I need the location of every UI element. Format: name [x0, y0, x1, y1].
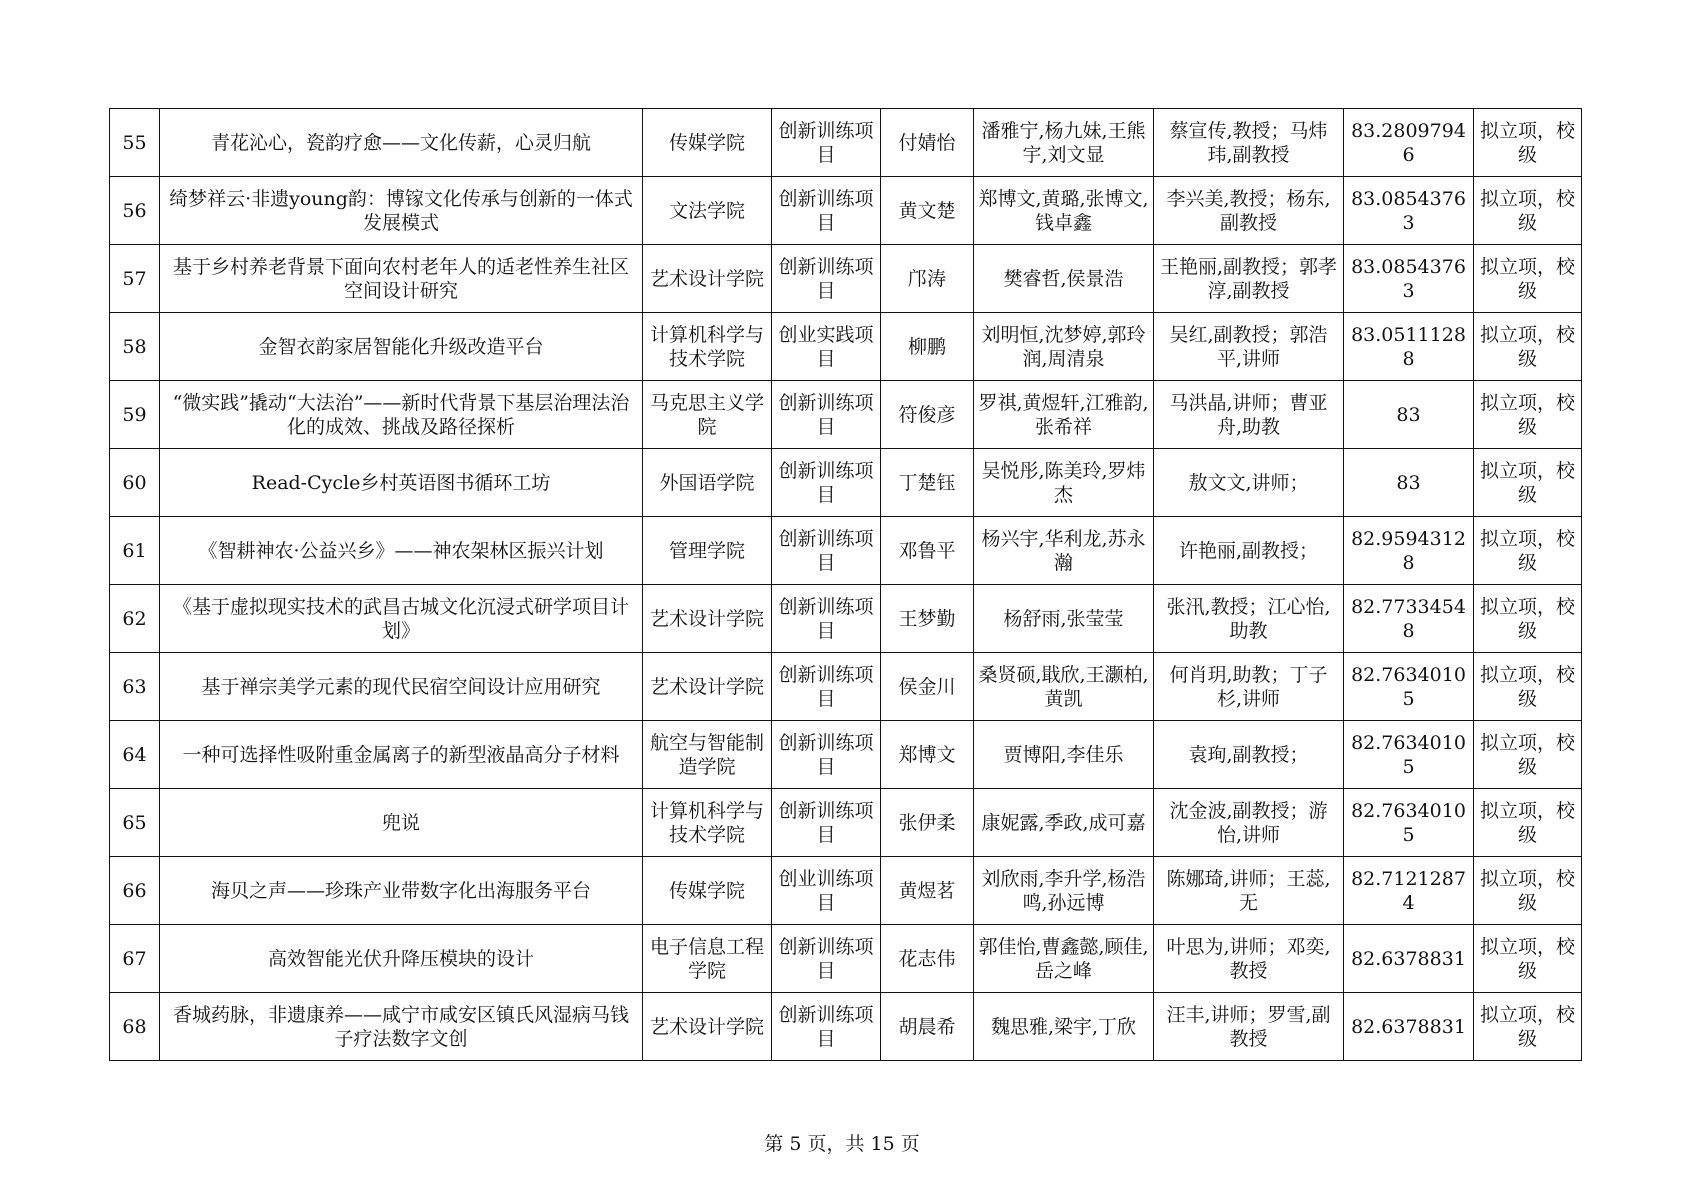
table-row [110, 857, 1582, 925]
table-row [110, 585, 1582, 653]
college-cell: 艺术设计学院 [643, 245, 772, 313]
members-cell: 杨兴宇,华利龙,苏永瀚 [974, 517, 1154, 585]
advisor-cell: 汪丰,讲师；罗雪,副教授 [1154, 993, 1344, 1061]
leader-cell: 丁楚钰 [881, 449, 974, 517]
members-cell: 罗祺,黄煜轩,江雅韵,张希祥 [974, 381, 1154, 449]
college-cell: 文法学院 [643, 177, 772, 245]
leader-cell: 黄文楚 [881, 177, 974, 245]
project-type-cell: 创业实践项目 [772, 313, 881, 381]
score-cell: 82.77334548 [1344, 585, 1474, 653]
status-cell: 拟立项，校级 [1474, 925, 1582, 993]
leader-cell: 付婧怡 [881, 109, 974, 177]
members-cell: 郑博文,黄璐,张博文,钱卓鑫 [974, 177, 1154, 245]
college-cell: 艺术设计学院 [643, 585, 772, 653]
leader-cell: 黄煜茗 [881, 857, 974, 925]
college-cell: 艺术设计学院 [643, 653, 772, 721]
project-type-cell: 创新训练项目 [772, 449, 881, 517]
college-cell: 管理学院 [643, 517, 772, 585]
status-cell: 拟立项，校级 [1474, 245, 1582, 313]
leader-cell: 花志伟 [881, 925, 974, 993]
score-cell: 83.08543763 [1344, 177, 1474, 245]
table-row [110, 653, 1582, 721]
status-cell: 拟立项，校级 [1474, 517, 1582, 585]
leader-cell: 符俊彦 [881, 381, 974, 449]
advisor-cell: 陈娜琦,讲师；王蕊,无 [1154, 857, 1344, 925]
advisor-cell: 李兴美,教授；杨东,副教授 [1154, 177, 1344, 245]
advisor-cell: 蔡宣传,教授；马炜玮,副教授 [1154, 109, 1344, 177]
row-number-cell: 65 [110, 789, 160, 857]
row-number-cell: 59 [110, 381, 160, 449]
college-cell: 计算机科学与技术学院 [643, 313, 772, 381]
college-cell: 马克思主义学院 [643, 381, 772, 449]
advisor-cell: 叶思为,讲师；邓奕,教授 [1154, 925, 1344, 993]
score-cell: 82.6378831 [1344, 925, 1474, 993]
members-cell: 潘雅宁,杨九妹,王熊宇,刘文显 [974, 109, 1154, 177]
project-name-cell: 基于乡村养老背景下面向农村老年人的适老性养生社区空间设计研究 [160, 245, 643, 313]
members-cell: 康妮露,季政,成可嘉 [974, 789, 1154, 857]
status-cell: 拟立项，校级 [1474, 789, 1582, 857]
project-type-cell: 创新训练项目 [772, 381, 881, 449]
members-cell: 刘欣雨,李升学,杨浩鸣,孙远博 [974, 857, 1154, 925]
leader-cell: 侯金川 [881, 653, 974, 721]
project-name-cell: 《基于虚拟现实技术的武昌古城文化沉浸式研学项目计划》 [160, 585, 643, 653]
advisor-cell: 许艳丽,副教授； [1154, 517, 1344, 585]
score-cell: 83 [1344, 381, 1474, 449]
advisor-cell: 王艳丽,副教授；郭孝淳,副教授 [1154, 245, 1344, 313]
project-name-cell: 金智衣韵家居智能化升级改造平台 [160, 313, 643, 381]
project-name-cell: “微实践”撬动“大法治”——新时代背景下基层治理法治化的成效、挑战及路径探析 [160, 381, 643, 449]
members-cell: 樊睿哲,侯景浩 [974, 245, 1154, 313]
advisor-cell: 张汛,教授；江心怡,助教 [1154, 585, 1344, 653]
members-cell: 刘明恒,沈梦婷,郭玲润,周清泉 [974, 313, 1154, 381]
score-cell: 83.28097946 [1344, 109, 1474, 177]
status-cell: 拟立项，校级 [1474, 993, 1582, 1061]
members-cell: 吴悦彤,陈美玲,罗炜杰 [974, 449, 1154, 517]
project-name-cell: 《智耕神农·公益兴乡》——神农架林区振兴计划 [160, 517, 643, 585]
college-cell: 传媒学院 [643, 857, 772, 925]
project-name-cell: 兜说 [160, 789, 643, 857]
college-cell: 传媒学院 [643, 109, 772, 177]
row-number-cell: 67 [110, 925, 160, 993]
score-cell: 82.6378831 [1344, 993, 1474, 1061]
project-name-cell: 高效智能光伏升降压模块的设计 [160, 925, 643, 993]
score-cell: 83.05111288 [1344, 313, 1474, 381]
members-cell: 杨舒雨,张莹莹 [974, 585, 1154, 653]
table-row [110, 449, 1582, 517]
project-name-cell: 基于禅宗美学元素的现代民宿空间设计应用研究 [160, 653, 643, 721]
project-type-cell: 创新训练项目 [772, 925, 881, 993]
project-name-cell: 海贝之声——珍珠产业带数字化出海服务平台 [160, 857, 643, 925]
row-number-cell: 66 [110, 857, 160, 925]
leader-cell: 张伊柔 [881, 789, 974, 857]
row-number-cell: 63 [110, 653, 160, 721]
row-number-cell: 64 [110, 721, 160, 789]
college-cell: 计算机科学与技术学院 [643, 789, 772, 857]
project-name-cell: 一种可选择性吸附重金属离子的新型液晶高分子材料 [160, 721, 643, 789]
project-type-cell: 创新训练项目 [772, 585, 881, 653]
project-type-cell: 创新训练项目 [772, 517, 881, 585]
project-type-cell: 创新训练项目 [772, 721, 881, 789]
table-row [110, 789, 1582, 857]
table-row [110, 721, 1582, 789]
leader-cell: 王梦勤 [881, 585, 974, 653]
row-number-cell: 62 [110, 585, 160, 653]
college-cell: 电子信息工程学院 [643, 925, 772, 993]
status-cell: 拟立项，校级 [1474, 177, 1582, 245]
members-cell: 郭佳怡,曹鑫懿,顾佳,岳之峰 [974, 925, 1154, 993]
row-number-cell: 56 [110, 177, 160, 245]
project-type-cell: 创新训练项目 [772, 109, 881, 177]
college-cell: 外国语学院 [643, 449, 772, 517]
college-cell: 艺术设计学院 [643, 993, 772, 1061]
row-number-cell: 55 [110, 109, 160, 177]
project-type-cell: 创新训练项目 [772, 789, 881, 857]
members-cell: 贾博阳,李佳乐 [974, 721, 1154, 789]
score-cell: 82.71212874 [1344, 857, 1474, 925]
row-number-cell: 61 [110, 517, 160, 585]
project-name-cell: 香城药脉，非遗康养——咸宁市咸安区镇氏风湿病马钱子疗法数字文创 [160, 993, 643, 1061]
status-cell: 拟立项，校级 [1474, 653, 1582, 721]
leader-cell: 胡晨希 [881, 993, 974, 1061]
project-type-cell: 创新训练项目 [772, 245, 881, 313]
status-cell: 拟立项，校级 [1474, 449, 1582, 517]
project-name-cell: 青花沁心，瓷韵疗愈——文化传薪，心灵归航 [160, 109, 643, 177]
advisor-cell: 何肖玥,助教；丁子杉,讲师 [1154, 653, 1344, 721]
score-cell: 82.76340105 [1344, 653, 1474, 721]
score-cell: 82.95943128 [1344, 517, 1474, 585]
leader-cell: 郑博文 [881, 721, 974, 789]
project-type-cell: 创新训练项目 [772, 993, 881, 1061]
table-row [110, 925, 1582, 993]
advisor-cell: 沈金波,副教授；游怡,讲师 [1154, 789, 1344, 857]
advisor-cell: 袁珣,副教授； [1154, 721, 1344, 789]
status-cell: 拟立项，校级 [1474, 721, 1582, 789]
row-number-cell: 68 [110, 993, 160, 1061]
table-row [110, 313, 1582, 381]
row-number-cell: 58 [110, 313, 160, 381]
project-type-cell: 创业训练项目 [772, 857, 881, 925]
row-number-cell: 60 [110, 449, 160, 517]
members-cell: 桑贤硕,戢欣,王灏柏,黄凯 [974, 653, 1154, 721]
project-type-cell: 创新训练项目 [772, 177, 881, 245]
table-row [110, 109, 1582, 177]
page-footer: 第 5 页，共 15 页 [764, 1133, 920, 1155]
score-cell: 83.08543763 [1344, 245, 1474, 313]
table-body [110, 109, 1582, 1061]
leader-cell: 邓鲁平 [881, 517, 974, 585]
college-cell: 航空与智能制造学院 [643, 721, 772, 789]
table-row [110, 381, 1582, 449]
status-cell: 拟立项，校级 [1474, 381, 1582, 449]
table-row [110, 517, 1582, 585]
row-number-cell: 57 [110, 245, 160, 313]
leader-cell: 柳鹏 [881, 313, 974, 381]
status-cell: 拟立项，校级 [1474, 585, 1582, 653]
status-cell: 拟立项，校级 [1474, 313, 1582, 381]
members-cell: 魏思雅,梁宇,丁欣 [974, 993, 1154, 1061]
status-cell: 拟立项，校级 [1474, 857, 1582, 925]
score-cell: 82.76340105 [1344, 721, 1474, 789]
score-cell: 83 [1344, 449, 1474, 517]
leader-cell: 邝涛 [881, 245, 974, 313]
table-row [110, 177, 1582, 245]
advisor-cell: 吴红,副教授；郭浩平,讲师 [1154, 313, 1344, 381]
status-cell: 拟立项，校级 [1474, 109, 1582, 177]
project-name-cell: Read-Cycle乡村英语图书循环工坊 [160, 449, 643, 517]
advisor-cell: 敖文文,讲师； [1154, 449, 1344, 517]
table-row [110, 993, 1582, 1061]
table-row [110, 245, 1582, 313]
project-name-cell: 绮梦祥云·非遗young韵：博镓文化传承与创新的一体式发展模式 [160, 177, 643, 245]
score-cell: 82.76340105 [1344, 789, 1474, 857]
advisor-cell: 马洪晶,讲师；曹亚舟,助教 [1154, 381, 1344, 449]
project-type-cell: 创新训练项目 [772, 653, 881, 721]
project-table [109, 108, 1582, 1061]
